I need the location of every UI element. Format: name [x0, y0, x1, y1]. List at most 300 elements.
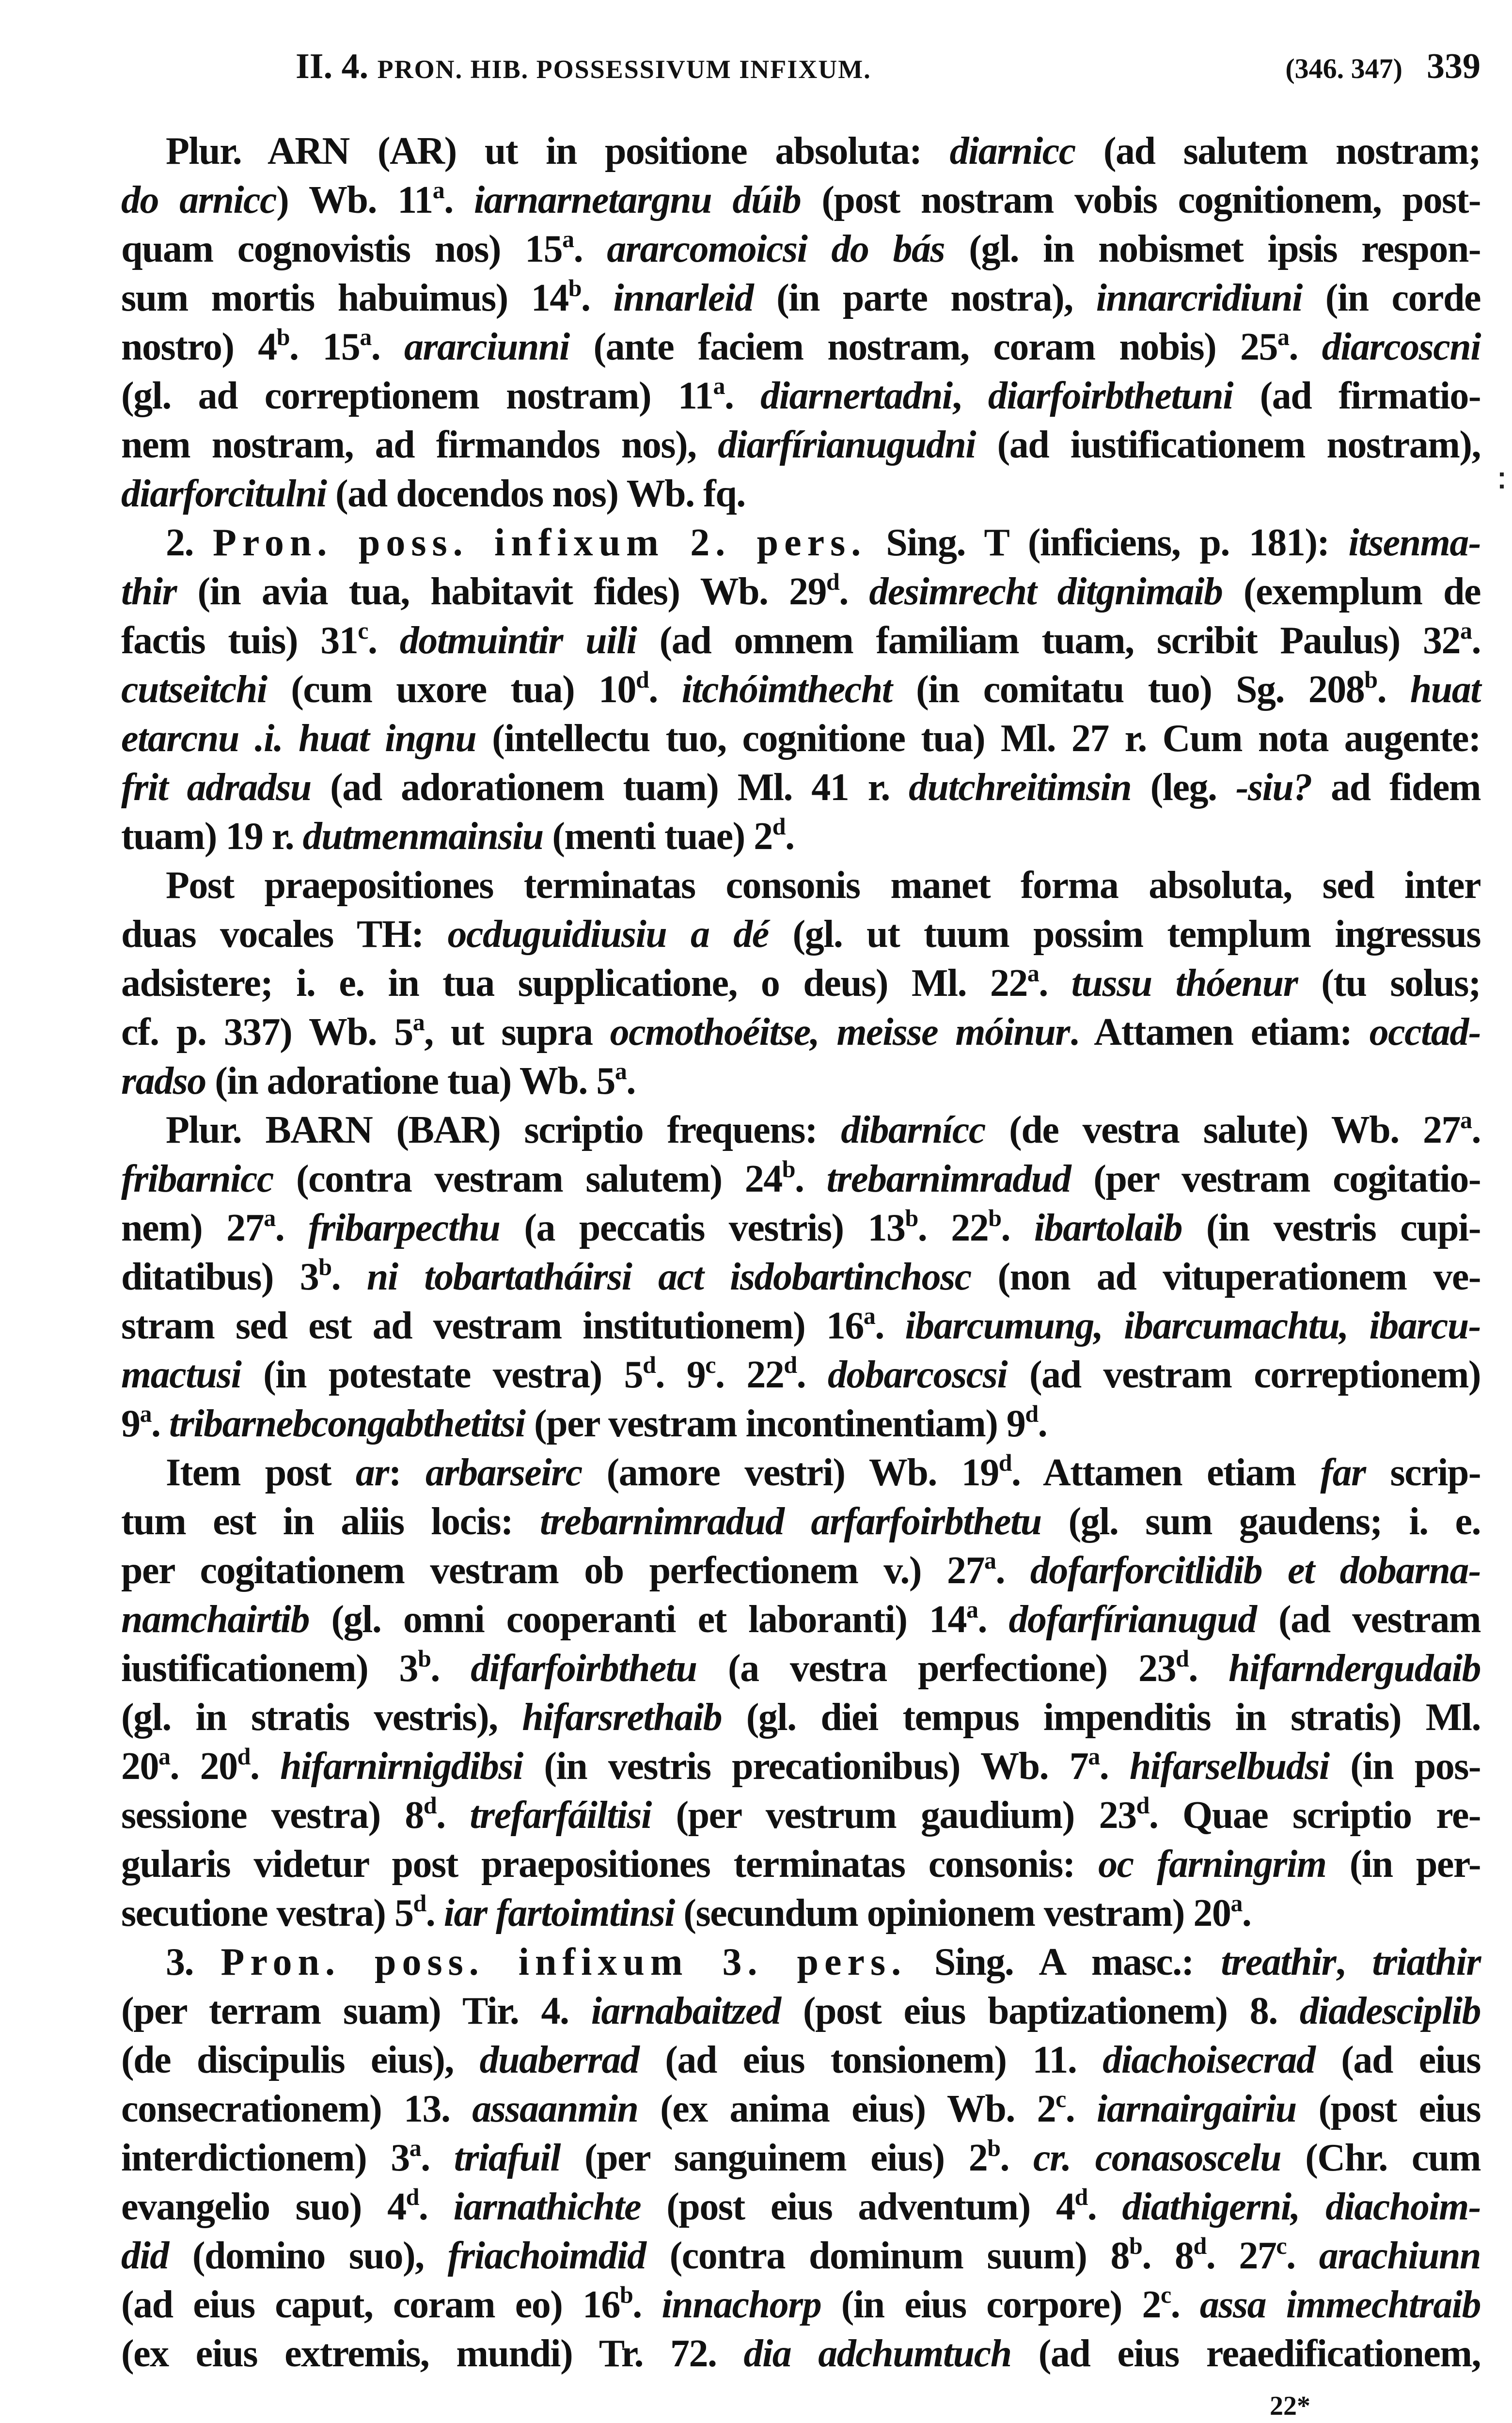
irish-form: far	[1320, 1451, 1366, 1494]
latin-text: Item post	[166, 1451, 356, 1494]
latin-text: (gl. in stratis vestris),	[121, 1696, 522, 1739]
latin-text: . 22	[917, 1207, 989, 1249]
latin-text: (in vestris precationibus) Wb. 7	[522, 1745, 1088, 1788]
latin-text: .	[331, 1256, 367, 1298]
chapter-title	[296, 46, 871, 87]
text-line	[121, 470, 1480, 519]
irish-form: diathigerni, diachoim-	[1122, 2186, 1481, 2228]
latin-text: (gl. diei tempus impenditis in stratis) Ml.	[722, 1696, 1481, 1739]
irish-form: iarnairgairiu	[1097, 2088, 1296, 2130]
latin-text: (ad vestram	[1256, 1598, 1481, 1641]
folio-superscript: d	[237, 1743, 250, 1770]
latin-text: (menti tuae) 2	[543, 815, 772, 858]
latin-text: per cogitationem vestram ob perfectionem v.) 27	[121, 1549, 984, 1592]
irish-form: trebarnimradud	[826, 1158, 1071, 1200]
printer-signature: 22*	[1270, 2391, 1310, 2421]
latin-text: . Quae scriptio re-	[1149, 1794, 1481, 1837]
irish-form: ar	[355, 1451, 389, 1494]
folio-superscript: a	[984, 1547, 996, 1574]
latin-text: (domino suo),	[168, 2234, 448, 2277]
irish-form: diarnertadni	[760, 375, 952, 417]
latin-text: nem) 27	[121, 1207, 264, 1249]
latin-text: .	[421, 2137, 454, 2179]
text-line	[121, 2134, 1480, 2183]
latin-text: .	[1471, 1109, 1480, 1151]
latin-text: .	[418, 2186, 454, 2228]
irish-form: huat	[1410, 668, 1481, 711]
latin-text: (post eius adventum) 4	[641, 2186, 1075, 2228]
latin-text: .	[632, 2283, 662, 2326]
latin-text: (gl. ut tuum possim templum ingressus	[768, 913, 1480, 956]
irish-form: cr. conasoscelu	[1033, 2137, 1281, 2179]
latin-text: (post eius baptizationem) 8.	[780, 1990, 1300, 2032]
text-line	[121, 2281, 1480, 2329]
irish-form: diachoisecrad	[1102, 2039, 1315, 2081]
irish-form: dutmenmainsiu	[302, 815, 543, 858]
latin-text: ) Wb. 11	[276, 179, 433, 221]
latin-text: . 15	[289, 326, 360, 368]
folio-superscript: d	[1136, 1792, 1149, 1819]
irish-form: etarcnu .i. huat ingnu	[121, 717, 476, 760]
latin-text: (per vestram incontinentiam) 9	[525, 1402, 1025, 1445]
latin-text: . 8	[1142, 2234, 1194, 2277]
irish-form: diarnicc	[949, 130, 1075, 173]
latin-text: .	[1038, 1402, 1047, 1445]
latin-text: (tu solus;	[1297, 962, 1481, 1005]
latin-text: (ad eius reaedificationem,	[1011, 2332, 1480, 2375]
folio-superscript: a	[140, 1400, 151, 1427]
latin-text: 20	[121, 1745, 158, 1788]
latin-text: (in pos-	[1329, 1745, 1481, 1788]
latin-text: stram sed est ad vestram institutionem) 16	[121, 1305, 864, 1347]
section-numbers: (346. 347)	[1285, 53, 1402, 84]
latin-text: (contra dominum suum) 8	[646, 2234, 1130, 2277]
latin-text: .	[581, 277, 614, 319]
irish-form: oc farningrim	[1098, 1843, 1326, 1886]
folio-superscript: a	[432, 176, 444, 204]
latin-text: 9	[121, 1402, 140, 1445]
latin-text: (ad vestram correptionem)	[1007, 1353, 1480, 1396]
latin-text: iustificationem) 3	[121, 1647, 418, 1690]
chapter-number: II. 4.	[296, 47, 369, 86]
text-line	[121, 1204, 1480, 1253]
latin-text: .	[1289, 326, 1322, 368]
latin-text: .	[573, 228, 607, 270]
irish-form: innarleid	[613, 277, 754, 319]
folio-superscript: d	[1074, 2183, 1087, 2210]
latin-text: .	[1286, 2234, 1319, 2277]
latin-text: evangelio suo) 4	[121, 2186, 406, 2228]
latin-text: (in comitatu tuo) Sg. 208	[892, 668, 1365, 711]
irish-form: iar fartoimtinsi	[443, 1892, 675, 1935]
irish-form: diarfírianugudni	[718, 424, 976, 466]
latin-text: :	[389, 1451, 425, 1494]
irish-form: diarfoirbthetuni	[988, 375, 1233, 417]
text-line	[121, 225, 1480, 274]
folio-superscript: d	[772, 813, 786, 840]
latin-text: tum est in aliis locis:	[121, 1500, 540, 1543]
latin-text: .	[430, 1647, 471, 1690]
latin-text: (gl. sum gaudens; i. e.	[1041, 1500, 1481, 1543]
latin-text: duas vocales TH:	[121, 913, 448, 956]
latin-text: , ut supra	[424, 1011, 610, 1054]
irish-form: hifarsrethaib	[522, 1696, 722, 1739]
latin-text: nem nostram, ad firmandos nos),	[121, 424, 718, 466]
irish-form: hifarnirnigdibsi	[280, 1745, 523, 1788]
latin-text: .	[444, 179, 474, 221]
irish-form: ibartolaib	[1034, 1207, 1182, 1249]
latin-text: (amore vestri) Wb. 19	[582, 1451, 999, 1494]
irish-form: iarnathichte	[453, 2186, 641, 2228]
folio-superscript: d	[1025, 1400, 1038, 1427]
irish-form: arachiunn	[1319, 2234, 1481, 2277]
folio-superscript: c	[1055, 2085, 1066, 2112]
irish-form: innachorp	[662, 2283, 821, 2326]
latin-text: Plur. BARN (BAR) scriptio frequens:	[166, 1109, 841, 1151]
irish-form: occtad-	[1369, 1011, 1480, 1054]
folio-superscript: b	[418, 1645, 431, 1672]
text-line	[121, 2085, 1480, 2134]
latin-text: (non ad vituperationem ve-	[971, 1256, 1481, 1298]
folio-superscript: c	[705, 1351, 715, 1378]
latin-text: (gl. in nobismet ipsis respon-	[945, 228, 1481, 270]
latin-text: .	[1099, 1745, 1130, 1788]
latin-text: ,	[952, 375, 988, 417]
folio-superscript: d	[636, 666, 649, 693]
irish-form: trefarfáiltisi	[470, 1794, 651, 1837]
folio-superscript: a	[1027, 960, 1039, 987]
latin-text: .	[436, 1794, 470, 1837]
latin-text: .	[648, 668, 682, 711]
latin-text: (ad eius	[1315, 2039, 1480, 2081]
folio-superscript: c	[358, 617, 368, 644]
irish-form: mactusi	[121, 1353, 241, 1396]
latin-text: Post praepositiones terminatas consonis manet forma absoluta, sed inter	[166, 864, 1480, 907]
text-line	[121, 616, 1480, 665]
chapter-heading: PRON. HIB. POSSESSIVUM INFIXUM.	[377, 55, 871, 84]
latin-text: (ex eius extremis, mundi) Tr. 72.	[121, 2332, 744, 2375]
text-line	[121, 910, 1480, 959]
folio-superscript: b	[619, 2281, 633, 2308]
irish-form: desimrecht ditgnimaib	[869, 570, 1223, 613]
folio-superscript: a	[1277, 323, 1289, 350]
irish-form: dofarfírianugud	[1008, 1598, 1257, 1641]
latin-text: (in per-	[1326, 1843, 1481, 1886]
latin-text: (ad omnem familiam tuam, scribit Paulus) 32	[636, 619, 1461, 662]
text-line	[121, 1302, 1480, 1351]
irish-form: difarfoirbthetu	[471, 1647, 697, 1690]
latin-text: (in potestate vestra) 5	[241, 1353, 643, 1396]
irish-form: triathir	[1372, 1941, 1481, 1983]
latin-text: .	[1001, 1207, 1034, 1249]
folio-superscript: a	[1088, 1743, 1100, 1770]
text-line	[121, 372, 1480, 421]
latin-text: (Chr. cum	[1281, 2137, 1481, 2179]
latin-text: .	[1000, 2137, 1034, 2179]
irish-form: fribarpecthu	[308, 1207, 500, 1249]
folio-superscript: b	[782, 1155, 795, 1182]
latin-text: quam cognovistis nos) 15	[121, 228, 563, 270]
latin-text: .	[795, 1158, 827, 1200]
folio-superscript: a	[360, 323, 371, 350]
text-line	[121, 1497, 1480, 1546]
latin-text: sum mortis habuimus) 14	[121, 277, 568, 319]
latin-text: (gl. ad correptionem nostram) 11	[121, 375, 713, 417]
folio-superscript: d	[406, 2183, 419, 2210]
irish-form: dobarcoscsi	[828, 1353, 1008, 1396]
latin-text: (ad adorationem tuam) Ml. 41 r.	[311, 766, 909, 809]
text-line	[121, 1889, 1480, 1938]
latin-text: 2.	[166, 521, 213, 564]
latin-text: secutione vestra) 5	[121, 1892, 413, 1935]
latin-text: (ad salutem nostram;	[1075, 130, 1480, 173]
latin-text: (post nostram vobis cognitionem, post-	[801, 179, 1481, 221]
latin-text: ,	[1336, 1941, 1372, 1983]
latin-text: Sing. A masc.:	[907, 1941, 1221, 1983]
latin-text: . 22	[715, 1353, 784, 1396]
irish-form: dibarnícc	[841, 1109, 985, 1151]
folio-superscript: d	[643, 1351, 656, 1378]
latin-text: .	[367, 619, 400, 662]
latin-text: adsistere; i. e. in tua supplicatione, o deus) Ml. 22	[121, 962, 1027, 1005]
irish-form: diarcoscni	[1322, 326, 1481, 368]
folio-superscript: d	[998, 1449, 1012, 1476]
irish-form: ni tobartatháirsi act isdobartinchosc	[366, 1256, 971, 1298]
text-line	[121, 2329, 1480, 2378]
latin-text: (cum uxore tua) 10	[267, 668, 636, 711]
text-line	[121, 1106, 1480, 1155]
latin-text: .	[250, 1745, 281, 1788]
latin-text: factis tuis) 31	[121, 619, 358, 662]
folio-superscript: d	[826, 568, 839, 595]
irish-form: cutseitchi	[121, 668, 267, 711]
folio-superscript: b	[905, 1204, 918, 1231]
latin-text: .	[1039, 962, 1071, 1005]
latin-text: .	[1065, 2088, 1097, 2130]
latin-text: (per vestram cogitatio-	[1071, 1158, 1481, 1200]
irish-form: dutchreitimsin	[909, 766, 1132, 809]
text-line	[121, 1742, 1480, 1791]
latin-text: .	[875, 1305, 905, 1347]
text-line	[121, 1595, 1480, 1644]
irish-form: tussu thóenur	[1071, 962, 1298, 1005]
irish-form: dofarforcitlidib et dobarna-	[1030, 1549, 1481, 1592]
folio-superscript: b	[988, 1204, 1001, 1231]
text-line	[121, 1840, 1480, 1889]
irish-form: radso	[121, 1060, 206, 1102]
irish-form: ocduguidiusiu a dé	[447, 913, 769, 956]
irish-form: ibarcumung, ibarcumachtu, ibarcu-	[905, 1305, 1481, 1347]
irish-form: ocmothoéitse, meisse móinur	[610, 1011, 1070, 1054]
irish-form: assaanmin	[472, 2088, 638, 2130]
latin-text: (post eius	[1296, 2088, 1481, 2130]
margin-mark	[1500, 485, 1504, 488]
text-line	[121, 1008, 1480, 1057]
text-line	[121, 1693, 1480, 1742]
irish-form: iarnarnetargnu dúib	[473, 179, 801, 221]
text-line	[121, 1351, 1480, 1400]
latin-text: (in vestris cupi-	[1181, 1207, 1481, 1249]
latin-text: (in parte nostra),	[753, 277, 1096, 319]
folio-superscript: d	[1193, 2232, 1206, 2259]
text-line	[121, 1546, 1480, 1595]
latin-text: nostro) 4	[121, 326, 277, 368]
folio-superscript: a	[1460, 617, 1472, 644]
latin-text: .	[275, 1207, 309, 1249]
latin-text: .	[1471, 619, 1481, 662]
text-line	[121, 665, 1480, 714]
text-line	[121, 1448, 1480, 1497]
irish-form: assa immechtraib	[1199, 2283, 1480, 2326]
folio-superscript: c	[1276, 2232, 1287, 2259]
latin-text: (ad eius tonsionem) 11.	[639, 2039, 1103, 2081]
latin-text: (in corde	[1302, 277, 1481, 319]
latin-text: (in avia tua, habitavit fides) Wb. 29	[176, 570, 827, 613]
irish-form: frit adradsu	[121, 766, 311, 809]
running-header	[121, 46, 1480, 94]
irish-form: thir	[121, 570, 177, 613]
folio-superscript: d	[1176, 1645, 1189, 1672]
latin-text: . 20	[170, 1745, 237, 1788]
latin-text: .	[1377, 668, 1410, 711]
folio-superscript: a	[264, 1204, 275, 1231]
latin-text: consecrationem) 13.	[121, 2088, 472, 2130]
latin-text: .	[1188, 1647, 1229, 1690]
text-line	[121, 1253, 1480, 1302]
latin-text: sessione vestra) 8	[121, 1794, 424, 1837]
latin-text: .	[796, 1353, 828, 1396]
latin-text: (a vestra perfectione) 23	[696, 1647, 1176, 1690]
latin-text: (secundum opinionem vestram) 20	[674, 1892, 1231, 1935]
irish-form: arbarseirc	[425, 1451, 582, 1494]
text-line	[121, 1987, 1480, 2036]
latin-text: (ad eius caput, coram eo) 16	[121, 2283, 620, 2326]
folio-superscript: b	[276, 323, 290, 350]
latin-text: .	[151, 1402, 169, 1445]
irish-form: triafuil	[454, 2137, 560, 2179]
irish-form: ararcomoicsi do bás	[607, 228, 945, 270]
latin-text: (ex anima eius) Wb. 2	[638, 2088, 1056, 2130]
latin-text: .	[785, 815, 794, 858]
irish-form: itchóimthecht	[681, 668, 892, 711]
irish-form: diadesciplib	[1299, 1990, 1480, 2032]
latin-text: (in eius corpore) 2	[821, 2283, 1161, 2326]
folio-superscript: a	[614, 1057, 627, 1085]
latin-text: (leg.	[1131, 766, 1236, 809]
latin-text: . Attamen etiam	[1011, 1451, 1321, 1494]
text-line	[121, 2036, 1480, 2085]
latin-text: .	[1170, 2283, 1200, 2326]
irish-form: hifarndergudaib	[1228, 1647, 1481, 1690]
text-line	[121, 1400, 1480, 1448]
text-line	[121, 176, 1480, 225]
latin-text: .	[839, 570, 869, 613]
text-line	[121, 519, 1480, 567]
latin-text: 3.	[166, 1941, 221, 1983]
latin-text: gularis videtur post praepositiones terminatas consonis:	[121, 1843, 1099, 1886]
folio-superscript: a	[1460, 1106, 1472, 1133]
irish-form: did	[121, 2234, 169, 2277]
text-line	[121, 1791, 1480, 1840]
folio-superscript: b	[318, 1253, 331, 1280]
latin-text: ditatibus) 3	[121, 1256, 319, 1298]
latin-text: .	[1087, 2186, 1122, 2228]
latin-text: (gl. omni cooperanti et laboranti) 14	[309, 1598, 966, 1641]
irish-form: innarcridiuni	[1096, 277, 1302, 319]
folio-superscript: d	[423, 1792, 437, 1819]
text-line	[121, 274, 1480, 323]
latin-text: (a peccatis vestris) 13	[500, 1207, 905, 1249]
latin-text: tuam) 19 r.	[121, 815, 303, 858]
latin-text: .	[977, 1598, 1009, 1641]
latin-text: .	[1242, 1892, 1251, 1935]
folio-superscript: b	[987, 2134, 1000, 2161]
latin-text: .	[724, 375, 761, 417]
text-line	[121, 323, 1480, 372]
text-line	[121, 959, 1480, 1008]
folio-superscript: c	[1161, 2281, 1171, 2308]
folio-superscript: b	[1364, 666, 1377, 693]
irish-form: itsenma-	[1348, 521, 1480, 564]
irish-form: hifarselbudsi	[1129, 1745, 1329, 1788]
text-line	[121, 861, 1480, 910]
irish-form: dotmuintir uili	[399, 619, 637, 662]
folio-superscript: a	[863, 1302, 875, 1329]
margin-mark	[1500, 472, 1504, 476]
latin-text: (exemplum de	[1222, 570, 1481, 613]
text-line	[121, 2232, 1480, 2281]
latin-text: (ante faciem nostram, coram nobis) 25	[569, 326, 1278, 368]
text-line	[121, 421, 1480, 470]
latin-text: .	[425, 1892, 444, 1935]
page-body-text	[121, 127, 1480, 2378]
latin-text: Plur. ARN (AR) ut in positione absoluta:	[166, 130, 950, 173]
latin-text: (intellectu tuo, cognitione tua) Ml. 27 r. Cum nota augente:	[476, 717, 1481, 760]
text-line	[121, 1938, 1480, 1987]
latin-text: scrip-	[1365, 1451, 1480, 1494]
page-number: 339	[1427, 47, 1480, 86]
latin-text: Sing. T (inficiens, p. 181):	[866, 521, 1349, 564]
spaced-heading: Pron. poss. infixum 2. pers.	[212, 521, 867, 564]
latin-text: ad fidem	[1311, 766, 1481, 809]
irish-form: dia adchumtuch	[743, 2332, 1011, 2375]
folio-superscript: b	[1129, 2232, 1142, 2259]
irish-form: -siu?	[1235, 766, 1312, 809]
folio-superscript: a	[409, 2134, 421, 2161]
latin-text: (per vestrum gaudium) 23	[651, 1794, 1136, 1837]
latin-text: (ad docendos nos) Wb. fq.	[326, 472, 745, 515]
latin-text: cf. p. 337) Wb. 5	[121, 1011, 413, 1054]
spaced-heading: Pron. poss. infixum 3. pers.	[220, 1941, 907, 1983]
folio-superscript: a	[713, 372, 724, 399]
latin-text: . 9	[655, 1353, 706, 1396]
latin-text: .	[995, 1549, 1030, 1592]
irish-form: namchairtib	[121, 1598, 310, 1641]
latin-text: interdictionem) 3	[121, 2137, 410, 2179]
irish-form: diarforcitulni	[121, 472, 327, 515]
folio-superscript: a	[158, 1743, 170, 1770]
latin-text: (de vestra salute) Wb. 27	[985, 1109, 1460, 1151]
text-line	[121, 567, 1480, 616]
latin-text: .	[626, 1060, 635, 1102]
latin-text: . Attamen etiam:	[1069, 1011, 1370, 1054]
text-line	[121, 714, 1480, 763]
text-line	[121, 812, 1480, 861]
text-line	[121, 127, 1480, 176]
folio-superscript: d	[784, 1351, 797, 1378]
folio-superscript: a	[966, 1596, 978, 1623]
text-line	[121, 2183, 1480, 2232]
